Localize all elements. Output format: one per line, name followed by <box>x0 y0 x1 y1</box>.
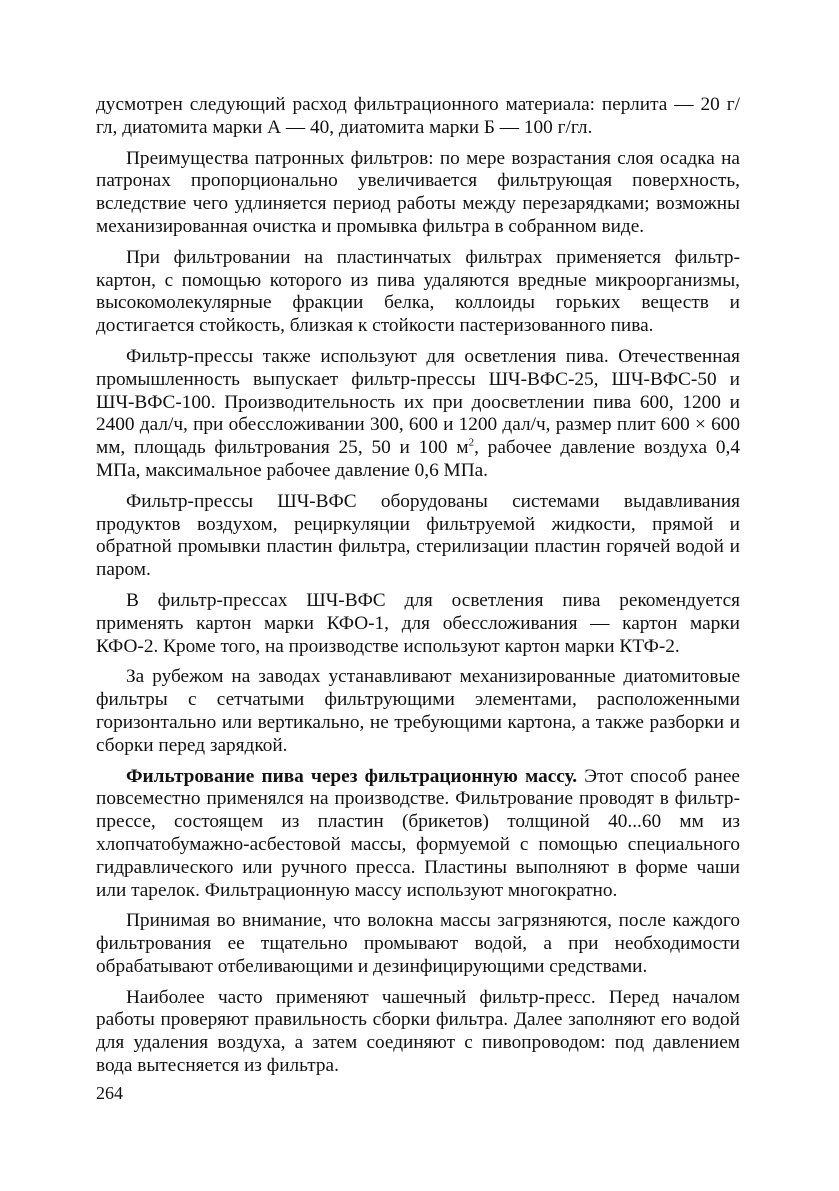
filter-press-specs-text: Фильтр-прессы также используют для осветления пива. Отечественная промышленность выпускает фильтр-прессы ШЧ-ВФС-25, ШЧ-ВФС-50 и ШЧ-ВФС-100. Производительность их при доосветлении пива 600, 1200 и 2400 дал/ч, при обессложивании 300, 600 и 1200 дал/ч, размер плит 600 × 600 мм, площадь фильтрования 25, 50 и 100 м <box>96 345 740 459</box>
page-body <box>96 94 740 1086</box>
filter-press-specs-text-end: , рабочее давление воздуха 0,4 МПа, максимальное рабочее давление 0,6 МПа. <box>96 437 740 481</box>
paragraph-filter-material-consumption: дусмотрен следующий расход фильтрационного материала: перлита — 20 г/гл, диатомита марки А — 40, диатомита марки Б — 100 г/гл. <box>96 94 740 138</box>
paragraph-filter-press-equipment: Фильтр-прессы ШЧ-ВФС оборудованы системами выдавливания продуктов воздухом, рециркуляции фильтруемой жидкости, прямой и обратной промывки пластин фильтра, стерилизации пластин горячей водой и паром. <box>96 490 740 581</box>
page-number: 264 <box>96 1083 123 1103</box>
paragraph-filter-mass <box>96 766 740 903</box>
paragraph-bowl-filter-press: Наиболее часто применяют чашечный фильтр-пресс. Перед началом работы проверяют правильность сборки фильтра. Далее заполняют его водой для удаления воздуха, а затем соединяют с пивопроводом: под давлением вода вытесняется из фильтра. <box>96 986 740 1077</box>
paragraph-plate-filter-cardboard: При фильтровании на пластинчатых фильтрах применяется фильтр-картон, с помощью которого из пива удаляются вредные микроорганизмы, высокомолекулярные фракции белка, коллоиды горьких веществ и достигается стойкость, близкая к стойкости пастеризованного пива. <box>96 246 740 337</box>
square-meter-superscript: 2 <box>468 436 475 449</box>
section-lead-heading: Фильтрование пива через фильтрационную массу. <box>126 765 578 787</box>
paragraph-cardboard-grades: В фильтр-прессах ШЧ-ВФС для осветления пива рекомендуется применять картон марки КФО-1, для обессложивания — картон марки КФО-2. Кроме того, на производстве используют картон марки КТФ-2. <box>96 589 740 657</box>
filter-mass-text: Этот способ ранее повсеместно применялся на производстве. Фильтрование проводят в фильтр-прессе, состоящем из пластин (брикетов) толщиной 40...60 мм из хлопчатобумажно-асбестовой массы, формуемой с помощью специального гидравлического или ручного пресса. Пластины выполняют в форме чаши или тарелок. Фильтрационную массу используют многократно. <box>96 765 740 901</box>
paragraph-mass-washing: Принимая во внимание, что волокна массы загрязняются, после каждого фильтрования ее тщательно промывают водой, а при необходимости обрабатывают отбеливающими и дезинфицирующими средствами. <box>96 910 740 977</box>
paragraph-cartridge-filter-advantages: Преимущества патронных фильтров: по мере возрастания слоя осадка на патронах пропорционально увеличивается фильтрующая поверхность, вследствие чего удлиняется период работы между перезарядками; возможны механизированная очистка и промывка фильтра в собранном виде. <box>96 147 740 237</box>
paragraph-filter-press-specs <box>96 346 740 483</box>
paragraph-foreign-diatomite-filters: За рубежом на заводах устанавливают механизированные диатомитовые фильтры с сетчатыми фильтрующими элементами, расположенными горизонтально или вертикально, не требующими картона, а также разборки и сборки перед зарядкой. <box>96 666 740 756</box>
